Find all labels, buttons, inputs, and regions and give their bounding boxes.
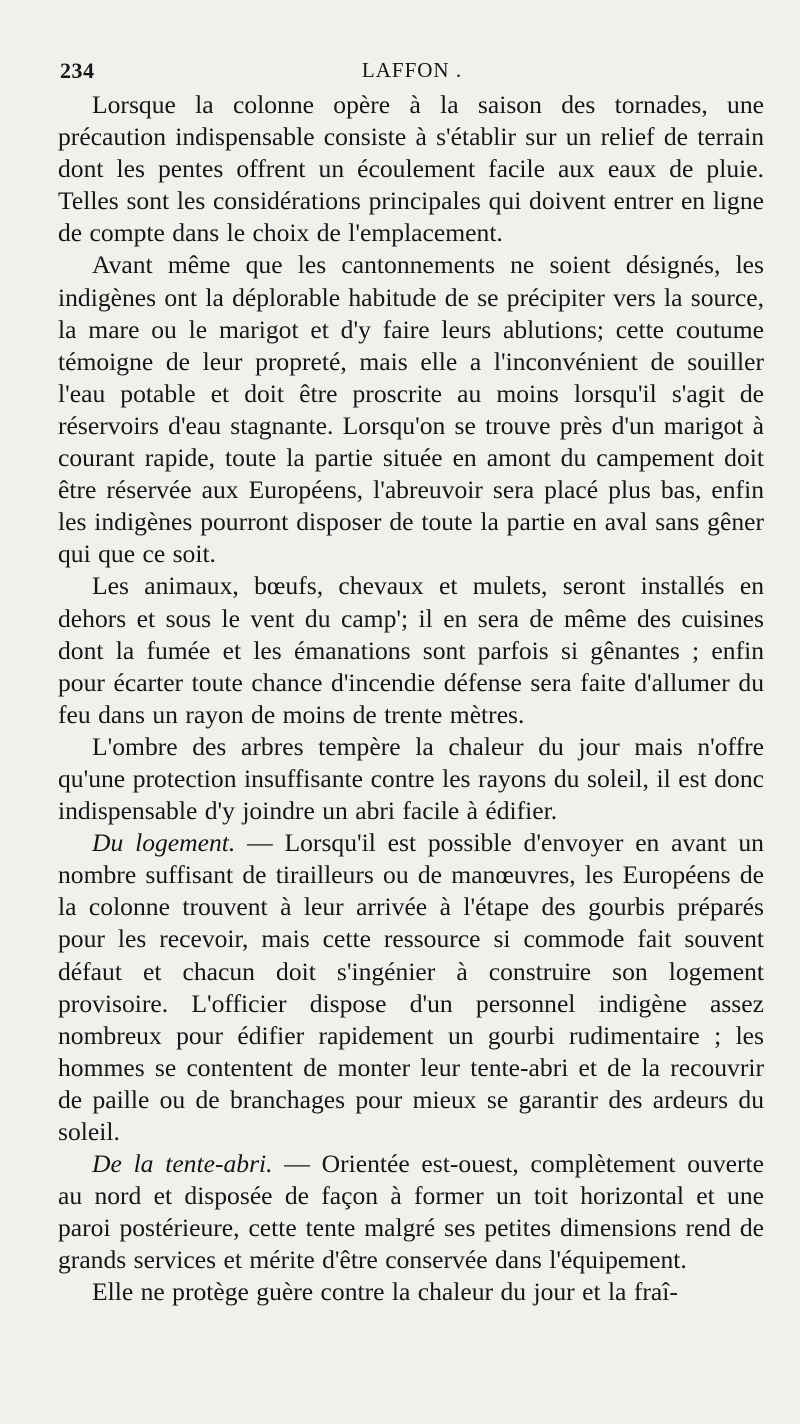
paragraph [58,89,764,249]
paragraph [58,731,764,827]
paragraph [58,1148,764,1276]
paragraph-text: L'ombre des arbres tempère la chaleur du jour mais n'offre qu'une protection insuffisante contre les rayons du soleil, il est donc indispensable d'y joindre un abri facile à édifier. [58,731,764,826]
section-lead: De la tente-abri. [92,1149,273,1179]
section-lead: Du logement. [92,828,236,858]
running-header [60,58,764,88]
paragraph-text: Lorsque la colonne opère à la saison des tornades, une précaution indispensable consiste à s'établir sur un relief de terrain dont les pentes offrent un écoulement facile aux eaux de pluie. Telles sont les considérations principales qui doivent entrer en ligne de compte dans le choix de l'emplacement. [58,90,764,248]
paragraph [58,249,764,570]
page-number: 234 [60,58,95,83]
running-title: LAFFON . [361,58,463,82]
paragraph-text: Les animaux, bœufs, chevaux et mulets, seront installés en dehors et sous le vent du camp'; il en sera de même des cuisines dont la fumée et les émanations sont parfois si gênantes ; enfin pour écarter toute chance d'incendie défense sera faite d'allumer du feu dans un rayon de moins de trente mètres. [58,571,764,729]
paragraph [58,1276,764,1308]
paragraph-text: Elle ne protège guère contre la chaleur du jour et la fraî- [92,1277,678,1307]
paragraph-text: — Lorsqu'il est possible d'envoyer en avant un nombre suffisant de tirailleurs ou de manœuvres, les Européens de la colonne trouvent à leur arrivée à l'étape des gourbis préparés pour les recevoir, mais cette ressource si commode fait souvent défaut et chacun doit s'ingénier à construire son logement provisoire. L'officier dispose d'un personnel indigène assez nombreux pour édifier rapidement un gourbi rudimentaire ; les hommes se contentent de monter leur tente-abri et de la recouvrir de paille ou de branchages pour mieux se garantir des ardeurs du soleil. [58,828,764,1146]
body-text [58,89,764,1309]
paragraph-text: Avant même que les cantonnements ne soient désignés, les indigènes ont la déplorable habitude de se précipiter vers la source, la mare ou le marigot et d'y faire leurs ablutions; cette coutume témoigne de leur propreté, mais elle a l'inconvénient de souiller l'eau potable et doit être proscrite au moins lorsqu'il s'agit de réservoirs d'eau stagnante. Lorsqu'on se trouve près d'un marigot à courant rapide, toute la partie située en amont du campement doit être réservée aux Européens, l'abreuvoir sera placé plus bas, enfin les indigènes pourront disposer de toute la partie en aval sans gêner qui que ce soit. [58,250,764,569]
paragraph [58,570,764,730]
paragraph [58,827,764,1148]
paragraph-text: — Orientée est-ouest, complètement ouverte au nord et disposée de façon à former un toit horizontal et une paroi postérieure, cette tente malgré ses petites dimensions rend de grands services et mérite d'être conservée dans l'équipement. [58,1149,764,1275]
